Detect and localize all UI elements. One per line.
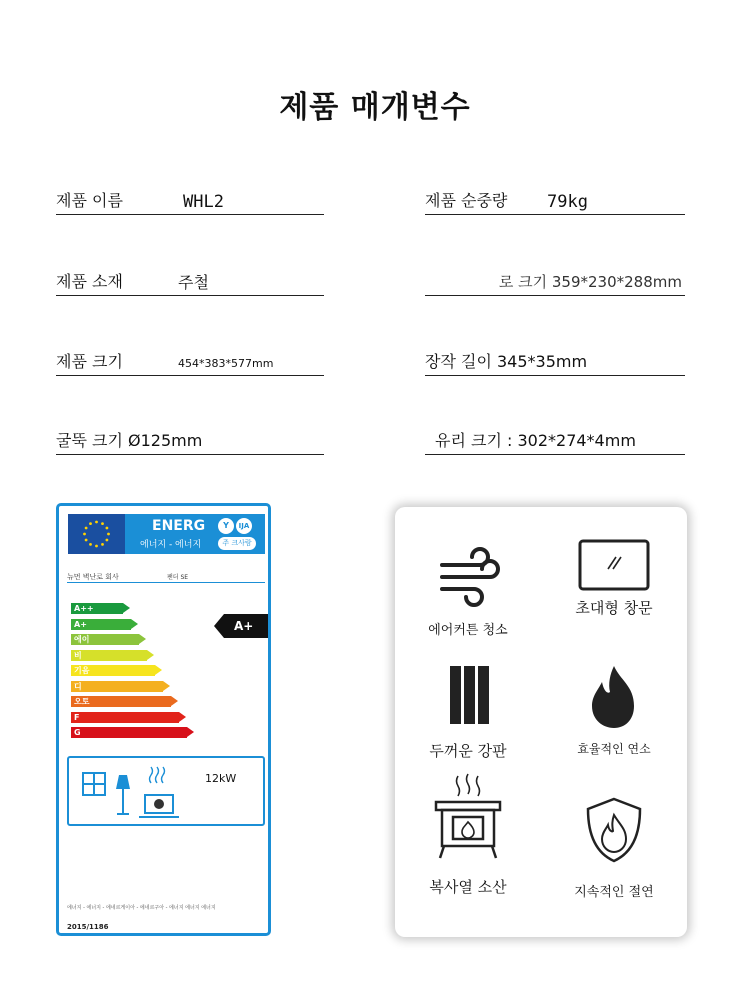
stove-heat-icon xyxy=(428,772,508,864)
energy-class-bar: A+ xyxy=(71,619,131,630)
feature-air-curtain xyxy=(395,535,541,638)
spec-product-size-label: 제품 크기 xyxy=(56,352,123,371)
spec-material-label: 제품 소재 xyxy=(56,272,123,291)
spec-product-size-value: 454*383*577mm xyxy=(178,357,274,370)
energy-label-header xyxy=(68,514,265,554)
spec-name-label: 제품 이름 xyxy=(56,191,123,210)
page-title: 제품 매개변수 xyxy=(279,90,471,125)
energy-label-subtitle: 에너지 - 에너지 xyxy=(140,540,202,550)
feature-large-window xyxy=(541,535,687,618)
spec-net-weight-label: 제품 순중량 xyxy=(425,191,508,210)
spec-net-weight-value: 79kg xyxy=(547,192,588,212)
spec-net-weight xyxy=(425,190,685,215)
energy-badge-ija: IJA xyxy=(236,518,252,534)
feature-efficient-combustion xyxy=(541,662,687,757)
energy-class-bar: 기음 xyxy=(71,665,155,676)
energy-info-box xyxy=(67,756,265,826)
feature-label: 두꺼운 강판 xyxy=(429,742,507,760)
feature-label: 효율적인 연소 xyxy=(577,742,651,756)
energy-footer: 에너지 - 에너지 - 에네르게이아 - 에네르구아 - 에너지 에너지 에너지 xyxy=(67,905,216,911)
energy-class-bar: 오토 xyxy=(71,696,171,707)
feature-label: 에어커튼 청소 xyxy=(428,623,508,638)
spec-material xyxy=(56,271,324,296)
energy-class-bar: F xyxy=(71,712,179,723)
eu-flag-icon xyxy=(68,514,125,554)
shield-flame-icon xyxy=(574,795,654,875)
spec-glass-size xyxy=(425,430,685,455)
spec-material-value: 주철 xyxy=(178,273,209,292)
energy-class-bar: 비 xyxy=(71,650,147,661)
spec-glass-size-label: 유리 크기 : 302*274*4mm xyxy=(435,431,636,450)
feature-label: 초대형 창문 xyxy=(575,599,653,617)
energy-badge-text: 주 크사람 xyxy=(218,537,256,550)
wind-icon xyxy=(428,535,508,615)
spec-product-size xyxy=(56,351,324,376)
feature-insulation xyxy=(541,795,687,900)
spec-furnace-size-label: 로 크기 359*230*288mm xyxy=(498,273,682,291)
spec-name xyxy=(56,190,324,215)
flame-icon xyxy=(574,662,654,742)
feature-label: 복사열 소산 xyxy=(429,878,507,896)
spec-chimney-size-label: 굴뚝 크기 Ø125mm xyxy=(56,431,203,450)
energy-power: 12kW xyxy=(205,772,237,785)
feature-thick-steel xyxy=(395,662,541,761)
energy-badge-y: Y xyxy=(218,518,234,534)
energy-class-bar: 디 xyxy=(71,681,163,692)
spec-log-length xyxy=(425,351,685,376)
energy-label xyxy=(56,503,271,936)
energy-divider xyxy=(67,582,265,583)
energy-regulation: 2015/1186 xyxy=(67,923,109,931)
feature-card xyxy=(395,507,687,937)
steel-plate-icon xyxy=(428,662,508,742)
energy-rating-arrow: A+ xyxy=(224,614,268,638)
energy-supplier: 뉴먼 벽난로 회사 xyxy=(67,573,119,581)
spec-name-value: WHL2 xyxy=(183,192,224,212)
energy-model: 팬더 SE xyxy=(167,574,189,581)
energy-class-bar: G xyxy=(71,727,187,738)
feature-radiant-heat xyxy=(395,772,541,897)
room-heating-icons xyxy=(73,761,183,823)
energy-label-title: ENERG xyxy=(152,518,206,534)
feature-label: 지속적인 절연 xyxy=(574,885,654,900)
energy-class-bar: A++ xyxy=(71,603,123,614)
energy-class-bar: 에이 xyxy=(71,634,139,645)
spec-log-length-label: 장작 길이 345*35mm xyxy=(425,352,588,371)
spec-chimney-size xyxy=(56,430,324,455)
spec-furnace-size xyxy=(425,271,685,296)
